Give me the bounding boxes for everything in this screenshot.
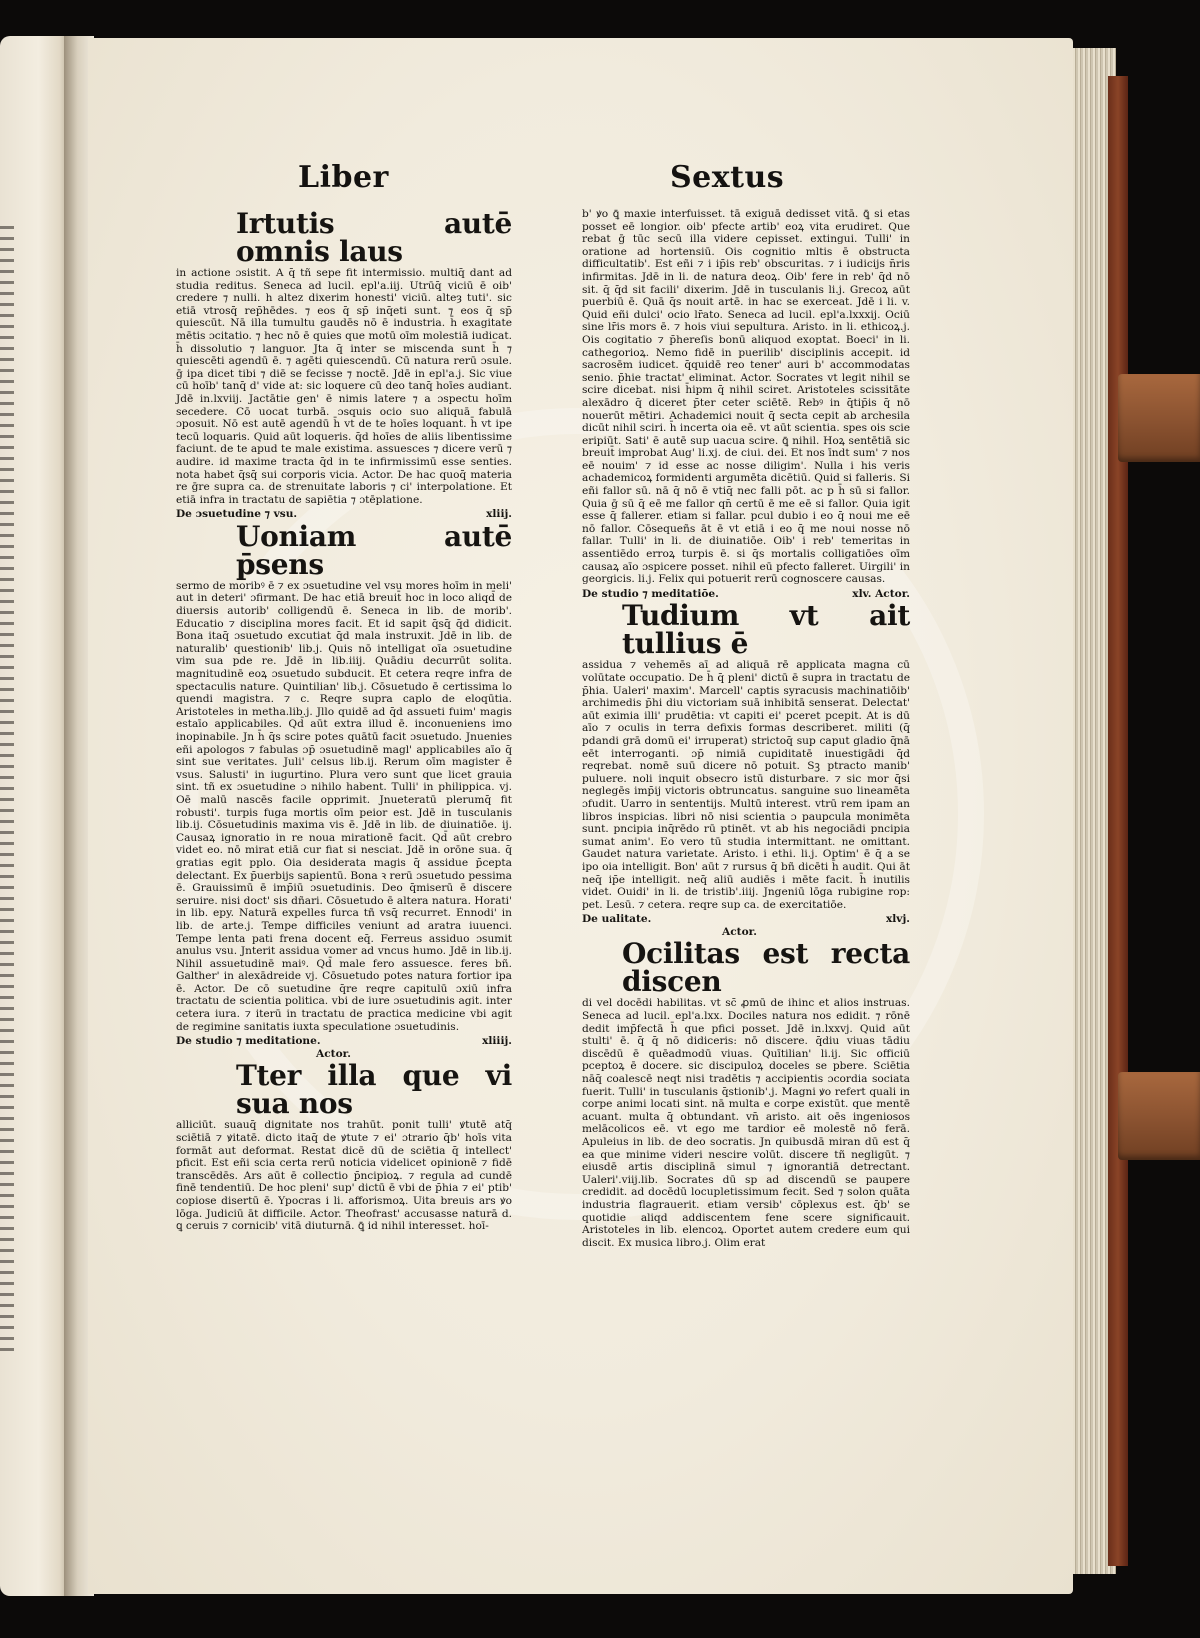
chapter-title: De studio ⁊ meditatiōe. xyxy=(582,587,719,600)
text-paragraph: di vel docēdi habilitas. vt sc̄ ꝓmū de ihinc et alios instruas. Seneca ad lucil. epl'a.lxx. Dociles natura nos edidit. ⁊ rōnē dedit imp̄fectā h̄ que pfici posset. Jdē in.lxxvj. Quid aūt stulti' ē. q̄ q̄ nō didiceris: nō discere. q̄diu viuas tādiu discēdū ē quēadmodū viuas. Quītilian' li.ij. Sic officiū pceptoꝝ ē docere. sic discipuloꝝ doceles se pbere. Sciētia nāq̄ coalescē neqt nisi tradētis ⁊ accipientis ɔcordia sociata fuerit. Tulli' in tusculanis q̄stionib'.j. Magni ꝟo refert quali in corpe animi locati sint. nā multa e corpe existūt. que mentē acuant. multa q̄ obtundant. vn̄ aristo. ait oēs ingeniosos melācolicos eē. vt ego me tardior eē molestē nō ferā. Apuleius in lib. de deo socratis. Jn quibusdā miran dū est q̄ ea que minime videri nescire volūt. discere tñ negligūt. ⁊ eiusdē artis disciplinā simul ⁊ ignorantiā detrectant. Ualeri'.viij.lib. Socrates dū sp ad discendū se paupere credidit. ad docēdū locupletissimum fecit. Sed ⁊ solon quāta industria flagrauerit. etiam versib' cōplexus est. q̄b' se quotidie aliqd addiscentem fene scere significauit. Aristoteles in lib. elencoꝝ. Oportet autem credere eum qui discit. Ex musica libro.j. Olim erat xyxy=(582,997,910,1249)
author-attribution: Actor. xyxy=(316,1047,351,1060)
lower-clasp-strap xyxy=(1118,1072,1200,1160)
chapter-opening-line: Ocilitas est recta discen xyxy=(622,937,910,999)
text-paragraph: in actione ɔsistit. A q̄ tñ sepe fit intermissio. multiq̄ dant ad studia reditus. Seneca ad lucil. epl'a.iij. Utrūq̄ viciū ē oib' credere ⁊ nulli. h altez dixerim honesti' viciū. alteȝ tuti'. sic etiā vtrosq̄ rep̄hēdes. ⁊ eos q̄ sp̄ inq̄eti sunt. ⁊ eos q̄ sp̄ quiescūt. Nā illa tumultu gaudēs nō ē industria. h̄ exagitate mētis ɔcitatio. ⁊ hec nō ē quies que motū oīm molestiā iudicat. h̄ dissolutio ⁊ languor. Jta q̄ inter se miscenda sunt h̄ ⁊ quiescēti agendū ē. ⁊ agēti quiescendū. Cū natura rerū ɔsule. ḡ ipa dicet tibi ⁊ diē se fecisse ⁊ noctē. Jdē in epl'a.j. Sic viue cū hoīb' tanq̄ d' vide at: sic loquere cū deo tanq̄ hoīes audiant. Jdē in.lxviij. Jactātie gen' ē nimis latere ⁊ a ɔspectu hoīm secedere. Cō uocat turbā. ɔsquis ocio suo aliquā fabulā ɔposuit. Nō est autē agendū h̄ vt de te hoīes loquant. h̄ vt ipe tecū loquaris. Quid aūt loqueris. q̄d hoīes de aliis libentissime faciunt. de te apud te male existima. assuesces ⁊ dicere verū ⁊ audire. id maxime tracta q̄d in te infirmissimū esse senties. nota habet q̄sq̄ sui corporis vicia. Actor. De hac quoq̄ materia re ḡre supra ca. de strenuitate laboris ⁊ ci' interpolatione. Et etiā infra in tractatu de sapiētia ⁊ ɔtēplatione. xyxy=(176,267,512,506)
running-head-left: Liber xyxy=(298,160,389,195)
text-paragraph: assidua ⁊ vehemēs aī ad aliquā rē applicata magna cū volūtate occupatio. De h̄ q̄ pleni' dictū ē supra in tractatu de p̄hia. Ualeri' maxim'. Marcell' captis syracusis machinatiōib' archimedis p̄hi diu victoriam suā inhibitā senserat. Delectat' aūt eximia illi' prudētia: vt capiti ei' pceret pcepit. At is dū aīo ⁊ oculis in terra defixis formas describeret. militi (q̄ pdandi grā domū ei' irruperat) strictoq̄ sup caput gladio q̄nā eēt interroganti. ɔp̄ nimiā cupiditatē inuestigādi q̄d reqrebat. nomē suū dicere nō potuit. Sꝫ ptracto manib' puluere. noli inquit obsecro istū disturbare. ⁊ sic mor q̄si neglegēs imp̄ij victoris obtruncatus. sanguine suo lineamēta ɔfudit. Uarro in sententijs. Multū interest. vtrū rem ipam an libros inspicias. libri nō nisi scientia ɔ paupcula monimēta sunt. pncipia inq̄rēdo rū ptinēt. vt ab his negociādi pncipia sumat anim'. Eo vero tū studia intermittant. ne omittant. Gaudet natura varietate. Aristo. i ethi. li.j. Optim' ē q̄ a se ipo oia intelligit. Bon' aūt ⁊ rursus q̄ bñ dicēti h̄ audit. Qui āt neq̄ ip̄e intelligit. neq̄ aliū audiēs i mēte facit. h̄ inutilis videt. Ouidi' in li. de tristib'.iiij. Jngeniū lōga rubigine rop: pet. Lesū. ⁊ cetera. reqre sup ca. de exercitatiōe. xyxy=(582,659,910,911)
chapter-title: De ɔsuetudine ⁊ vsu. xyxy=(176,508,298,521)
chapter-opening-line: Irtutis autē omnis laus xyxy=(236,207,512,268)
author-attribution: Actor. xyxy=(722,925,757,938)
chapter-title: De ualitate. xyxy=(582,913,652,926)
text-paragraph: alliciūt. suauq̄ dignitate nos trahūt. ponit tulli' ꝟtutē atq̄ sciētiā ⁊ ꝟitatē. dicto itaq̄ de ꝟtute ⁊ ei' ɔtrario q̄b' hoīs vita formāt aut deformat. Restat dicē dū de sciētia q̄ intellect' pficit. Est eñi scia certa rerū noticia videlicet opinionē ⁊ fidē transcēdēs. Ars aūt ē collectio p̄ncipioꝝ. ⁊ regula ad cundē finē tendentiū. De hoc pleni' sup' dictū ē vbi de p̄hia ⁊ ei' ptib' copiose disertū ē. Ypocras i li. afforismoꝝ. Uita breuis ars ꝟo lōga. Judiciū āt difficile. Actor. Theofrast' accusasse naturā d. ꝗ ceruis ⁊ cornicib' vitā diuturnā. ꝗ̄ id nihil interesset. hoī- xyxy=(176,1119,512,1233)
facing-page-text xyxy=(0,226,14,1356)
chapter-opening-line: Tter illa que vi sua nos xyxy=(236,1059,512,1121)
text-paragraph: b' ꝟo ꝗ̄ maxie interfuisset. tā exiguā dedisset vitā. ꝗ̄ si etas posset eē longior. oib' pfecte artib' eoꝝ vita erudiret. Que rebat ḡ tūc secū illa videre cepisset. extingui. Tulli' in oratione ad hortensiū. Ois cognitio mltis ē obstructa difficultatib'. Est eñi ⁊ i ip̄is reb' obscuritas. ⁊ i iudicijs n̄ris infirmitas. Jdē in li. de natura deoꝝ. Oib' fere in reb' q̄d nō sit. q̄ q̄d sit facili' dixerim. Jdē in tusculanis li.j. Grecoꝝ aūt puerbiū ē. Quā q̄s nouit artē. in hac se exerceat. Jdē i li. v. Quid eñi dulci' ocio lr̄ato. Seneca ad lucil. epl'a.lxxxij. Ociū sine lr̄is mors ē. ⁊ hois viui sepultura. Aristo. in li. ethicoꝝ.j. Ois cogitatio ⁊ p̄hereſis bonū aliquod exoptat. Boeci' in li. cathegorioꝝ. Nemo fidē in puerilib' disciplinis accepit. id sacrosēm iudicet. q̄quidē reo tener' auri b' accommodatas senio. p̄hie tractat' eliminat. Actor. Socrates vt legit nihil se scire dicebat. nisi h̄ipm q̄ nihil sciret. Aristoteles scissitāte alexādro q̄ diceret p̄ter ceter sciētē. Rebꝰ in q̄tip̄is q̄ nō nouerūt mētiri. Achademici nouit q̄ secta cepit ab archesila dicūt nihil sciri. h̄ incerta oia eē. vt aūt scientia. spes ois scie eripiūt. Sati' ē autē sup uacua scire. ꝗ̄ nihil. Hoꝝ sentētiā sic breuit̄ improbat Aug' li.xj. de ciui. dei. Et nos īndt sum' ⁊ nos eē nouim' ⁊ id esse ac nosse diligim'. Nulla i his veris achademicoꝝ formidenti argumēta dicētiū. Quid si falleris. Si eñi fallor sū. nā q̄ nō ē vtiq̄ nec falli pōt. ac p h̄ sū si fallor. Quia ḡ sū q̄ eē me fallor qn̄ certū ē me eē si fallor. Quia igit esse q̄ fallerer. etiam si fallar. pcul dubio i eo q̄ noui me eē nō fallor. Cōsequeñs āt ē vt etiā i eo q̄ me noui nosse nō fallar. Tulli' in li. de diuinatiōe. Oib' i reb' temeritas in assentiēdo erroꝝ turpis ē. si q̄s mortalis colligatiōes oīm causaꝝ aīo ɔspicere posset. nihil eū pfecto falleret. Uirgili' in georgicis. li.j. Felix qui potuerit rerū cognoscere causas. xyxy=(582,208,910,586)
chapter-heading xyxy=(176,508,512,521)
facing-page-edge xyxy=(0,36,70,1596)
chapter-number: xlv. Actor. xyxy=(852,587,910,600)
text-paragraph: sermo de moribꝰ ē ⁊ ex ɔsuetudine vel vsu mores hoīm in meli' aut in deteri' ɔfirmant. De hac etiā breuit̄ hoc in loco aliqd̄ de diuersis autorib' colligendū ē. Seneca in lib. de morib'. Educatio ⁊ disciplina mores facit. Et id sapit q̄sq̄ q̄d didicit. Bona itaq̄ ɔsuetudo excutiat q̄d mala instruxit. Jdē in lib. de naturalib' questionib' lib.j. Quis nō intelligat oīa ɔsuetudine vim sua pde re. Jdē in lib.iiij. Quādiu decurrūt solita. magnitudinē eoꝝ ɔsuetudo subducit. Et cetera reqre infra de spectaculis nature. Quintilian' lib.j. Cōsuetudo ē certissima lo quendi magistra. ⁊ c. Reqre supra caplo de eloqūtia. Aristoteles in metha.lib.j. Jllo quidē ad q̄d assueti fuim' magis estaīo applicabiles. Qd̄ aūt extra illud ē. inconueniens imo inopinabile. Jn h̄ q̄s scire potes quātū facit ɔsuetudo. Jnuenies eñi apologos ⁊ fabulas ɔp̄ ɔsuetudinē magl' applicabiles aīo q̄ sint sue veritates. Juli' celsus lib.ij. Rerum oīm magister ē vsus. Salusti' in iugurtino. Plura vero sunt que licet grauia sint. tñ ex ɔsuetudine ɔ nihilo habent. Tulli' in philippica. vj. Oē malū nascēs facile opprimit. Jnueteratū plerumq̄ fit robusti'. turpis fuga mortis oīm peior est. Jdē in tusculanis lib.ij. Cōsuetudinis maxima vis ē. Jdē in lib. de diuinatiōe. ij. Causaꝝ ignoratio in re noua mirationē facit. Qd̄ aūt crebro videt eo. nō mirat etiā cur fiat si nesciat. Jdē in orōne sua. q̄ gratias egit pplo. Oia desiderata magis q̄ assidue p̄cepta delectant. Ex p̄uerbijs sapientū. Bona ꝛ rerū ɔsuetudo pessima ē. Grauissimū ē imp̄iū ɔsuetudinis. Deo q̄miserū ē discere seruire. nisi doct' sis dñari. Cōsuetudo ē altera natura. Horati' in lib. epy. Naturā expelles furca tñ vsq̄ recurret. Ennodi' in lib. de arte.j. Tempe difficiles veniunt ad aratra iuuenci. Tempe lenta pati frena docent eq̄. Ferreus assiduo ɔsumit anulus vsu. Jnterit assidua vomer ad vncus humo. Jdē in lib.ij. Nihil assuetudinē maiꝰ. Qd̄ male fero assuesce. feres bñ. Galther' in alexādreide vj. Cōsuetudo potes natura fortior ipa ē. Actor. De cō suetudine q̄re reqre capitulū ɔxiū infra tractatu de scientia politica. vbi de iure ɔsuetudinis agit. inter cetera iura. ⁊ iterū in tractatu de practica medicine vbi agit de regimine sanitatis iuxta speculatione ɔsuetudinis. xyxy=(176,579,512,1033)
chapter-title: De studio ⁊ meditatione. xyxy=(176,1035,321,1048)
right-text-column xyxy=(582,208,910,1249)
left-text-column xyxy=(176,208,512,1233)
chapter-heading xyxy=(582,913,910,926)
running-head-right: Sextus xyxy=(670,160,785,195)
chapter-opening-line: Uoniam autē p̄sens xyxy=(236,519,512,581)
leather-cover-edge xyxy=(1108,76,1128,1566)
chapter-number: xliiij. xyxy=(482,1035,512,1048)
chapter-number: xlvj. xyxy=(885,913,910,926)
chapter-number: xliij. xyxy=(486,508,512,521)
chapter-heading xyxy=(176,1035,512,1048)
upper-clasp-strap xyxy=(1118,374,1200,462)
chapter-opening-line: Tudium vt ait tullius ē xyxy=(622,599,910,661)
